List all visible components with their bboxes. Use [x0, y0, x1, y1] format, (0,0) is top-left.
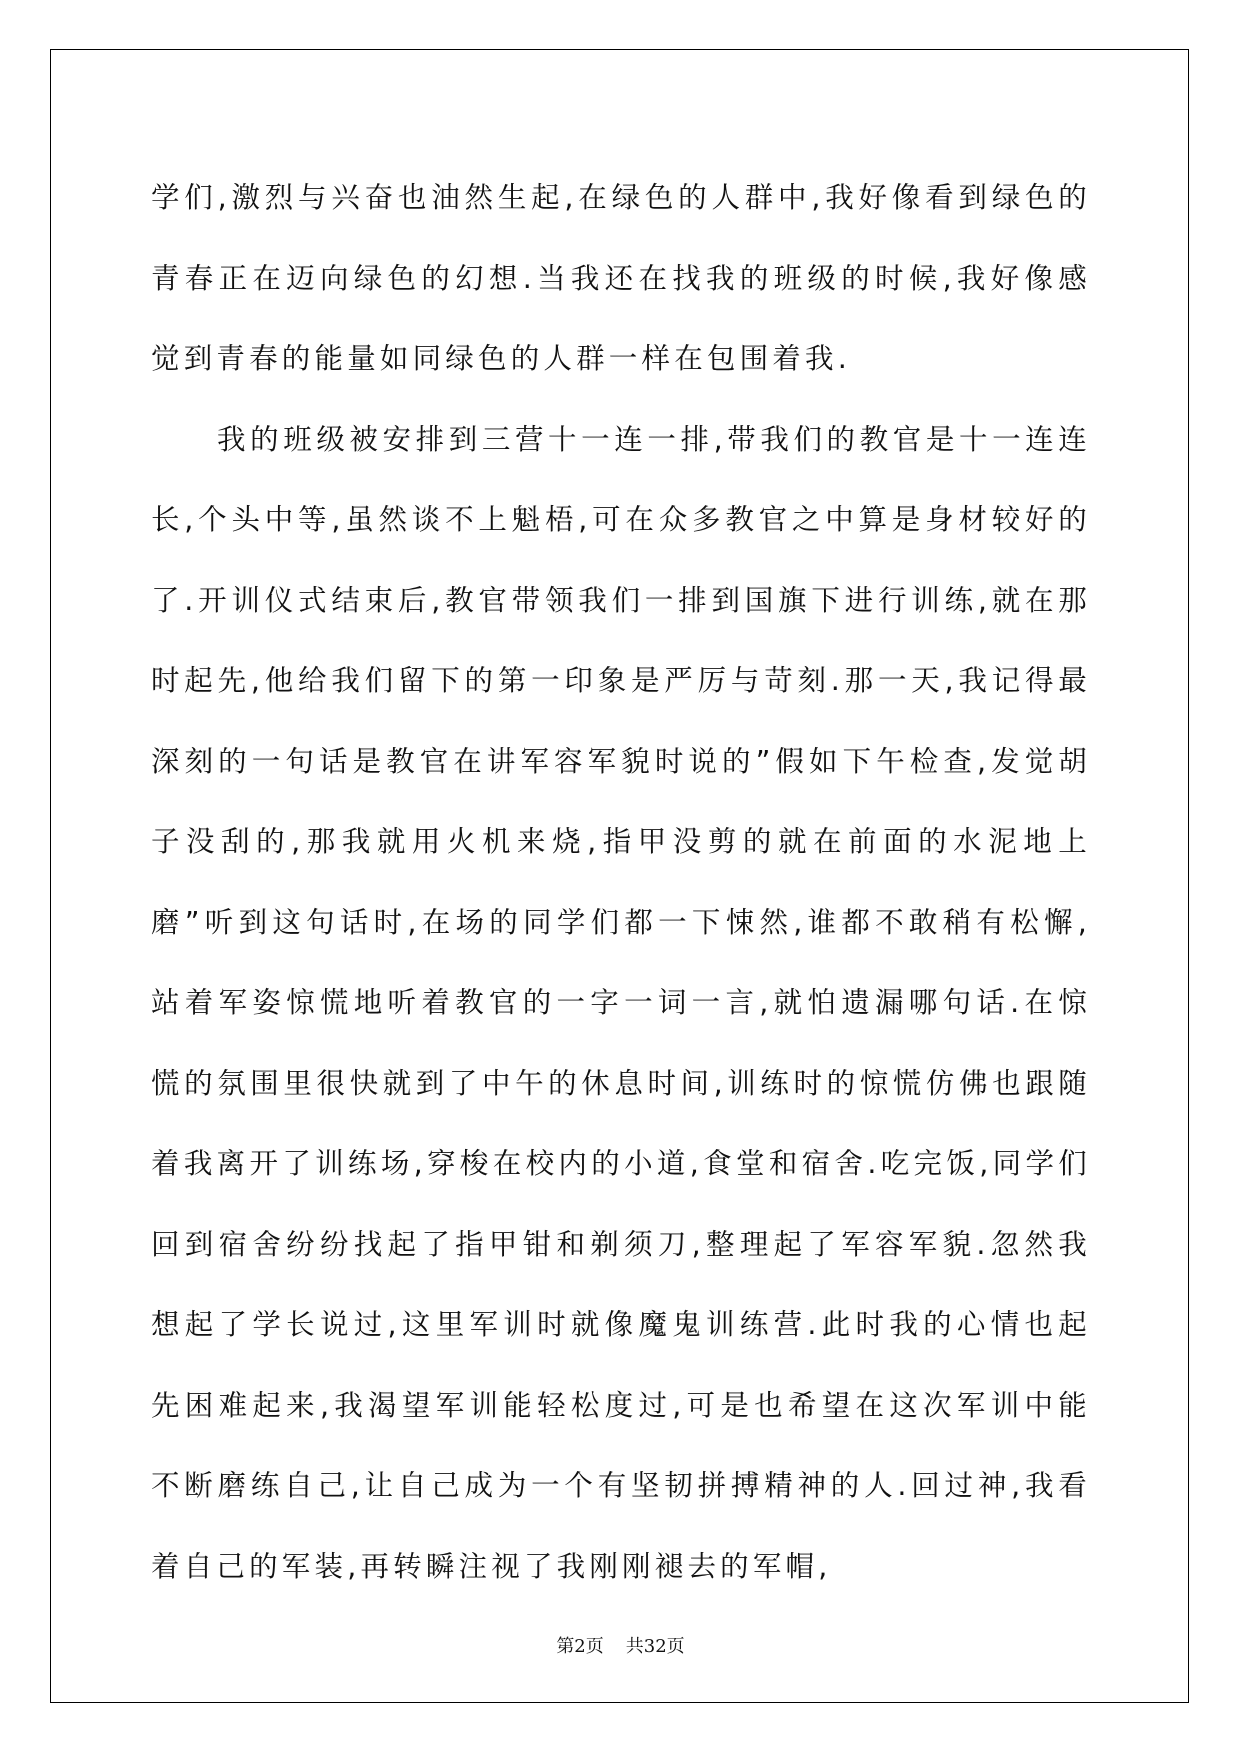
paragraph: 我的班级被安排到三营十一连一排,带我们的教官是十一连连长,个头中等,虽然谈不上魁梧,可在众多教官之中算是身材较好的了.开训仪式结束后,教官带领我们一排到国旗下进行训练,就在那时起先,他给我们留下的第一印象是严厉与苛刻.那一天,我记得最深刻的一句话是教官在讲军容军貌时说的”假如下午检查,发觉胡子没刮的,那我就用火机来烧,指甲没剪的就在前面的水泥地上磨”听到这句话时,在场的同学们都一下悚然,谁都不敢稍有松懈,站着军姿惊慌地听着教官的一字一词一言,就怕遗漏哪句话.在惊慌的氛围里很快就到了中午的休息时间,训练时的惊慌仿佛也跟随着我离开了训练场,穿梭在校内的小道,食堂和宿舍.吃完饭,同学们回到宿舍纷纷找起了指甲钳和剃须刀,整理起了军容军貌.忽然我想起了学长说过,这里军训时就像魔鬼训练营.此时我的心情也起先困难起来,我渴望军训能轻松度过,可是也希望在这次军训中能不断磨练自己,让自己成为一个有坚韧拼搏精神的人.回过神,我看着自己的军装,再转瞬注视了我刚刚褪去的军帽, [151, 422, 1091, 1583]
paragraph: 学们,激烈与兴奋也油然生起,在绿色的人群中,我好像看到绿色的青春正在迈向绿色的幻想.当我还在找我的班级的时候,我好像感觉到青春的能量如同绿色的人群一样在包围着我. [151, 181, 1091, 375]
document-body [151, 158, 1091, 1607]
page-number: 第2页 [556, 1636, 604, 1657]
page-total: 共32页 [625, 1636, 685, 1657]
page-footer [0, 1632, 1241, 1658]
